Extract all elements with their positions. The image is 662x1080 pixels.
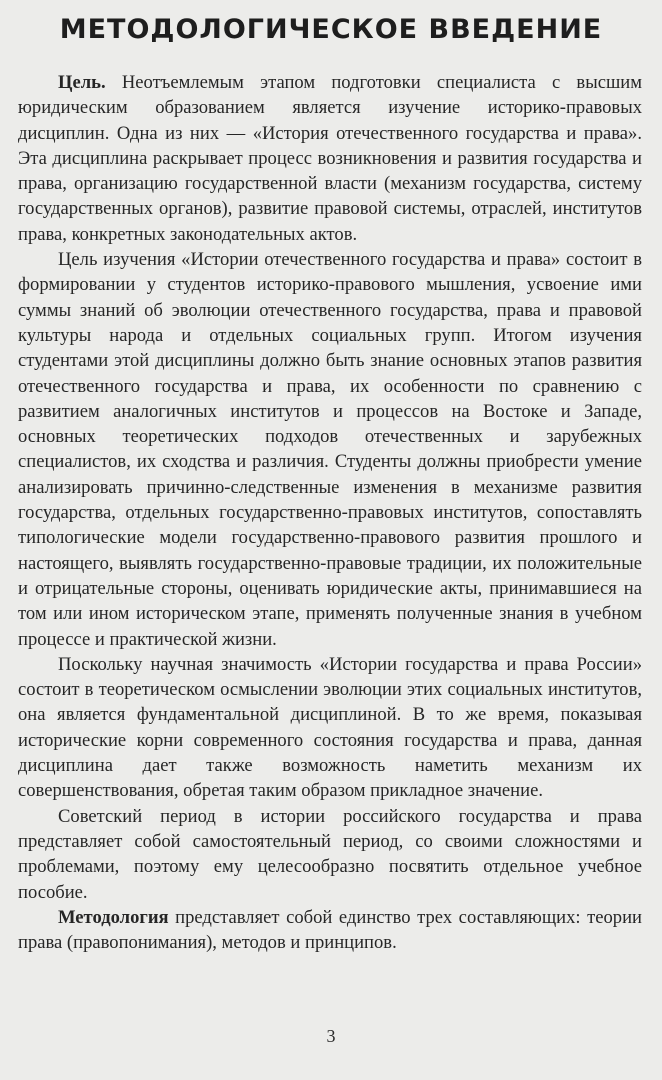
paragraph-soviet-period	[18, 804, 642, 905]
paragraph-significance	[18, 652, 642, 804]
paragraph-goal	[18, 70, 642, 247]
paragraph-text: Неотъемлемым этапом подготовки специалиста с высшим юридическим образованием является изучение историко-правовых дисциплин. Одна из них — «История отечественного государства и права». Эта дисциплина раскрывает процесс возникновения и развития государства и права, организацию государственной власти (механизм государства, систему государственных органов), развитие правовой системы, отраслей, институтов права, конкретных законодательных актов.	[18, 72, 642, 245]
paragraph-study-goal	[18, 247, 642, 652]
page-heading: МЕТОДОЛОГИЧЕСКОЕ ВВЕДЕНИЕ	[59, 14, 603, 45]
paragraph-text: Советский период в истории российского государства и права представляет собой самостоятельный период, со своими сложностями и проблемами, поэтому ему целесообразно посвятить отдельное учебное пособие.	[18, 805, 642, 903]
paragraph-text: Цель изучения «Истории отечественного государства и права» состоит в формировании у студентов историко-правового мышления, усвоение ими суммы знаний об эволюции отечественного государства, права и правовой культуры народа и отдельных социальных групп. Итогом изучения студентами этой дисциплины должно быть знание основных этапов развития отечественного государства и права, их особенности по сравнению с развитием аналогичных институтов и процессов на Востоке и Западе, основных теоретических подходов отечественных и зарубежных специалистов, их сходства и различия. Студенты должны приобрести умение анализировать причинно-следственные изменения в механизме развития государства, отдельных государственно-правовых институтов, сопоставлять типологические модели государственно-правового развития прошлого и настоящего, выявлять государственно-правовые традиции, их положительные и отрицательные стороны, оценивать юридические акты, принимавшиеся на том или ином историческом этапе, применять полученные знания в учебном процессе и практической жизни.	[18, 249, 642, 650]
paragraph-text: Поскольку научная значимость «Истории государства и права России» состоит в теоретическом осмыслении эволюции этих социальных институтов, она является фундаментальной дисциплиной. В то же время, показывая исторические корни современного состояния государства и права, данная дисциплина дает также возможность наметить механизм их совершенствования, обретая таким образом прикладное значение.	[18, 653, 642, 802]
paragraph-text: представляет собой единство трех составляющих: теории права (правопонимания), методов и принципов.	[18, 906, 642, 954]
body-text	[18, 70, 642, 955]
page-number: 3	[326, 1026, 336, 1046]
paragraph-lead: Методология	[58, 906, 169, 928]
paragraph-lead: Цель.	[58, 72, 106, 93]
paragraph-methodology	[18, 905, 642, 956]
